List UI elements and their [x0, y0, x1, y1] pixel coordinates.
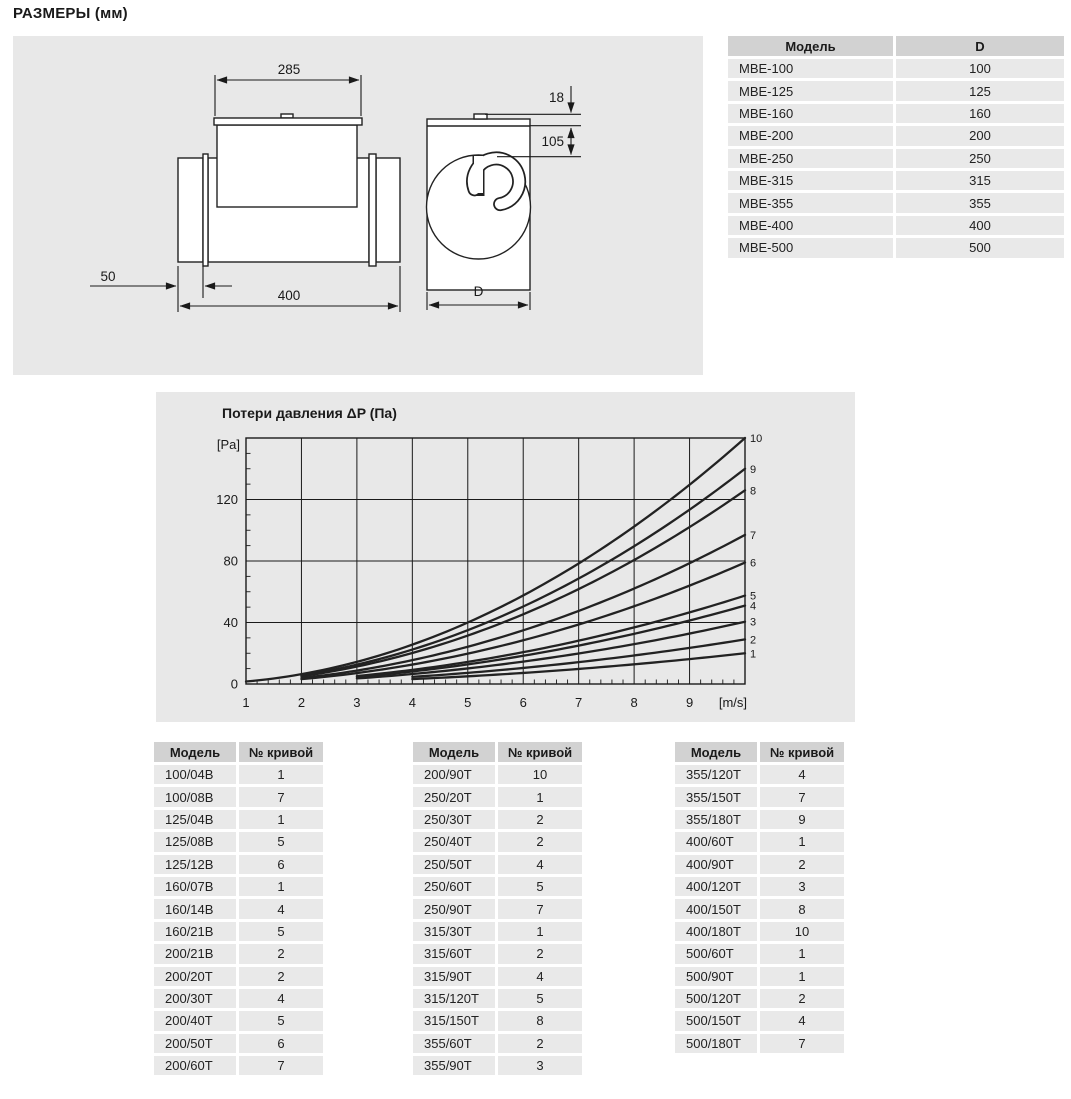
- value-cell: 2: [498, 1034, 582, 1053]
- dimension-label-D: D: [473, 284, 484, 299]
- model-cell: 125/12В: [154, 855, 236, 874]
- value-cell: 10: [760, 922, 844, 941]
- model-cell: 500/150Т: [675, 1011, 757, 1030]
- model-cell: 160/07В: [154, 877, 236, 896]
- model-cell: 250/30Т: [413, 810, 495, 829]
- dimension-label-400: 400: [277, 288, 301, 303]
- table-row: [154, 855, 323, 874]
- value-cell: 1: [498, 787, 582, 806]
- y-tick-label: 120: [216, 492, 238, 507]
- value-cell: 200: [896, 126, 1064, 145]
- column-header: № кривой: [760, 742, 844, 762]
- x-tick-label: 7: [575, 695, 583, 710]
- pressure-loss-chart: [156, 392, 855, 722]
- column-header: № кривой: [498, 742, 582, 762]
- model-cell: 315/60Т: [413, 944, 495, 963]
- value-cell: 4: [498, 855, 582, 874]
- value-cell: 1: [239, 765, 323, 784]
- value-cell: 315: [896, 171, 1064, 190]
- model-cell: 200/60Т: [154, 1056, 236, 1075]
- table-row: [413, 899, 582, 918]
- model-cell: МВЕ-315: [728, 171, 893, 190]
- y-tick-label: 0: [230, 676, 238, 692]
- value-cell: 2: [498, 832, 582, 851]
- table-row: [154, 810, 323, 829]
- table-row: [413, 1034, 582, 1053]
- value-cell: 125: [896, 81, 1064, 100]
- model-cell: МВЕ-250: [728, 149, 893, 168]
- table-row: [675, 922, 844, 941]
- table-row: [413, 1056, 582, 1075]
- table-row: [413, 1011, 582, 1030]
- model-cell: 250/20Т: [413, 787, 495, 806]
- table-row: [154, 1034, 323, 1053]
- table-row: [154, 922, 323, 941]
- table-row: [675, 989, 844, 1008]
- page-title: РАЗМЕРЫ (мм): [13, 5, 128, 22]
- value-cell: 4: [498, 967, 582, 986]
- value-cell: 500: [896, 238, 1064, 257]
- model-cell: 250/90Т: [413, 899, 495, 918]
- table-row: [728, 126, 1064, 145]
- model-cell: 125/04В: [154, 810, 236, 829]
- model-cell: 250/60Т: [413, 877, 495, 896]
- curve-label-5: 5: [750, 590, 757, 603]
- side-view: [178, 114, 400, 266]
- value-cell: 4: [239, 899, 323, 918]
- value-cell: 7: [760, 1034, 844, 1053]
- value-cell: 1: [760, 832, 844, 851]
- x-tick-label: 8: [630, 695, 638, 710]
- curve-table-1: [151, 739, 326, 1078]
- model-cell: 355/150Т: [675, 787, 757, 806]
- value-cell: 4: [760, 765, 844, 784]
- x-axis-unit: [m/s]: [718, 695, 747, 710]
- right-spigot: [376, 158, 400, 262]
- dimension-label-18: 18: [548, 90, 564, 105]
- value-cell: 3: [498, 1056, 582, 1075]
- chart-panel: [156, 392, 855, 722]
- model-cell: 355/60Т: [413, 1034, 495, 1053]
- right-flange: [369, 154, 376, 266]
- drawing-panel: [13, 36, 703, 375]
- table-row: [675, 877, 844, 896]
- value-cell: 5: [239, 922, 323, 941]
- chart-title: Потери давления ΔP (Па): [222, 405, 397, 421]
- model-cell: 500/120Т: [675, 989, 757, 1008]
- value-cell: 1: [760, 967, 844, 986]
- curve-label-6: 6: [750, 557, 757, 570]
- table-row: [413, 832, 582, 851]
- model-cell: 250/40Т: [413, 832, 495, 851]
- table-row: [154, 832, 323, 851]
- value-cell: 400: [896, 216, 1064, 235]
- table-row: [413, 967, 582, 986]
- terminal-box-lid: [214, 118, 362, 125]
- value-cell: 2: [498, 810, 582, 829]
- header-row: [675, 742, 844, 762]
- table-row: [728, 81, 1064, 100]
- model-cell: 400/60Т: [675, 832, 757, 851]
- column-header: № кривой: [239, 742, 323, 762]
- model-cell: МВЕ-100: [728, 59, 893, 78]
- model-cell: МВЕ-355: [728, 193, 893, 212]
- table-row: [154, 787, 323, 806]
- value-cell: 6: [239, 855, 323, 874]
- x-tick-label: 3: [353, 695, 361, 710]
- table-row: [154, 1056, 323, 1075]
- model-cell: 200/50Т: [154, 1034, 236, 1053]
- curve-label-1: 1: [750, 648, 757, 661]
- value-cell: 5: [498, 989, 582, 1008]
- curve-label-3: 3: [750, 616, 757, 629]
- model-cell: 100/04В: [154, 765, 236, 784]
- table-row: [413, 877, 582, 896]
- y-tick-label: 40: [223, 615, 238, 630]
- table-row: [675, 765, 844, 784]
- table-row: [413, 787, 582, 806]
- value-cell: 160: [896, 104, 1064, 123]
- table-row: [728, 193, 1064, 212]
- value-cell: 8: [498, 1011, 582, 1030]
- column-header: Модель: [728, 36, 893, 56]
- header-row: [728, 36, 1064, 56]
- table-row: [675, 855, 844, 874]
- model-cell: 200/30Т: [154, 989, 236, 1008]
- column-header: D: [896, 36, 1064, 56]
- table-row: [413, 922, 582, 941]
- model-cell: 100/08В: [154, 787, 236, 806]
- value-cell: 250: [896, 149, 1064, 168]
- model-cell: 355/120Т: [675, 765, 757, 784]
- table-row: [675, 967, 844, 986]
- left-flange: [203, 154, 208, 266]
- model-cell: МВЕ-500: [728, 238, 893, 257]
- dimension-label-285: 285: [277, 62, 301, 77]
- curve-10: [246, 438, 745, 682]
- y-axis-unit: [Pa]: [216, 437, 240, 452]
- model-cell: 400/90Т: [675, 855, 757, 874]
- technical-drawing: [13, 36, 703, 375]
- model-cell: МВЕ-200: [728, 126, 893, 145]
- table-row: [675, 899, 844, 918]
- table-row: [154, 899, 323, 918]
- table-row: [413, 855, 582, 874]
- curve-label-9: 9: [750, 463, 757, 476]
- table-row: [728, 216, 1064, 235]
- table-row: [728, 238, 1064, 257]
- model-cell: 500/180Т: [675, 1034, 757, 1053]
- model-cell: 400/150Т: [675, 899, 757, 918]
- table-row: [413, 989, 582, 1008]
- curve-label-7: 7: [750, 529, 757, 542]
- model-cell: 160/21В: [154, 922, 236, 941]
- table-row: [413, 810, 582, 829]
- value-cell: 2: [760, 855, 844, 874]
- curve-table-2: [410, 739, 585, 1078]
- value-cell: 1: [239, 810, 323, 829]
- value-cell: 9: [760, 810, 844, 829]
- model-cell: 400/120Т: [675, 877, 757, 896]
- table-row: [154, 989, 323, 1008]
- model-cell: 160/14В: [154, 899, 236, 918]
- model-cell: 315/90Т: [413, 967, 495, 986]
- model-cell: 500/60Т: [675, 944, 757, 963]
- curve-label-2: 2: [750, 634, 757, 647]
- value-cell: 1: [239, 877, 323, 896]
- value-cell: 5: [498, 877, 582, 896]
- value-cell: 7: [498, 899, 582, 918]
- dimension-label-105: 105: [541, 134, 564, 149]
- value-cell: 4: [239, 989, 323, 1008]
- table-row: [154, 967, 323, 986]
- model-cell: 500/90Т: [675, 967, 757, 986]
- x-tick-label: 1: [242, 695, 250, 710]
- terminal-box: [217, 125, 357, 207]
- model-cell: 200/40Т: [154, 1011, 236, 1030]
- model-cell: 315/150Т: [413, 1011, 495, 1030]
- x-tick-label: 5: [464, 695, 472, 710]
- model-cell: 125/08В: [154, 832, 236, 851]
- column-header: Модель: [154, 742, 236, 762]
- table-row: [675, 787, 844, 806]
- column-header: Модель: [413, 742, 495, 762]
- model-cell: 250/50Т: [413, 855, 495, 874]
- table-row: [728, 59, 1064, 78]
- x-tick-label: 6: [519, 695, 527, 710]
- table-row: [675, 832, 844, 851]
- header-row: [413, 742, 582, 762]
- model-cell: МВЕ-400: [728, 216, 893, 235]
- value-cell: 1: [760, 944, 844, 963]
- model-cell: 200/21В: [154, 944, 236, 963]
- value-cell: 1: [498, 922, 582, 941]
- table-row: [154, 765, 323, 784]
- table-row: [728, 104, 1064, 123]
- value-cell: 5: [239, 1011, 323, 1030]
- value-cell: 100: [896, 59, 1064, 78]
- header-row: [154, 742, 323, 762]
- value-cell: 6: [239, 1034, 323, 1053]
- value-cell: 10: [498, 765, 582, 784]
- value-cell: 7: [239, 1056, 323, 1075]
- value-cell: 3: [760, 877, 844, 896]
- value-cell: 355: [896, 193, 1064, 212]
- curve-table-3: [672, 739, 847, 1056]
- curve-label-8: 8: [750, 485, 757, 498]
- table-row: [728, 171, 1064, 190]
- value-cell: 7: [760, 787, 844, 806]
- table-row: [154, 877, 323, 896]
- table-row: [675, 1034, 844, 1053]
- value-cell: 4: [760, 1011, 844, 1030]
- x-tick-label: 9: [685, 695, 694, 710]
- table-row: [675, 1011, 844, 1030]
- model-cell: 315/120Т: [413, 989, 495, 1008]
- model-cell: 200/20Т: [154, 967, 236, 986]
- column-header: Модель: [675, 742, 757, 762]
- dimension-label-50: 50: [100, 269, 116, 284]
- model-cell: 355/90Т: [413, 1056, 495, 1075]
- model-cell: МВЕ-160: [728, 104, 893, 123]
- x-tick-label: 4: [408, 695, 416, 710]
- table-row: [154, 944, 323, 963]
- value-cell: 7: [239, 787, 323, 806]
- model-cell: 400/180Т: [675, 922, 757, 941]
- table-row: [728, 149, 1064, 168]
- value-cell: 2: [498, 944, 582, 963]
- value-cell: 8: [760, 899, 844, 918]
- model-cell: 315/30Т: [413, 922, 495, 941]
- curve-label-4: 4: [750, 600, 757, 613]
- model-cell: 355/180Т: [675, 810, 757, 829]
- table-row: [154, 1011, 323, 1030]
- model-cell: 200/90Т: [413, 765, 495, 784]
- left-spigot: [178, 158, 203, 262]
- model-cell: МВЕ-125: [728, 81, 893, 100]
- value-cell: 2: [760, 989, 844, 1008]
- x-tick-label: 2: [297, 695, 306, 710]
- models-d-table: [725, 33, 1067, 261]
- value-cell: 2: [239, 944, 323, 963]
- value-cell: 2: [239, 967, 323, 986]
- curve-label-10: 10: [750, 433, 763, 445]
- y-tick-label: 80: [223, 553, 238, 569]
- front-view: [427, 86, 582, 310]
- table-row: [413, 944, 582, 963]
- table-row: [675, 944, 844, 963]
- table-row: [413, 765, 582, 784]
- table-row: [675, 810, 844, 829]
- value-cell: 5: [239, 832, 323, 851]
